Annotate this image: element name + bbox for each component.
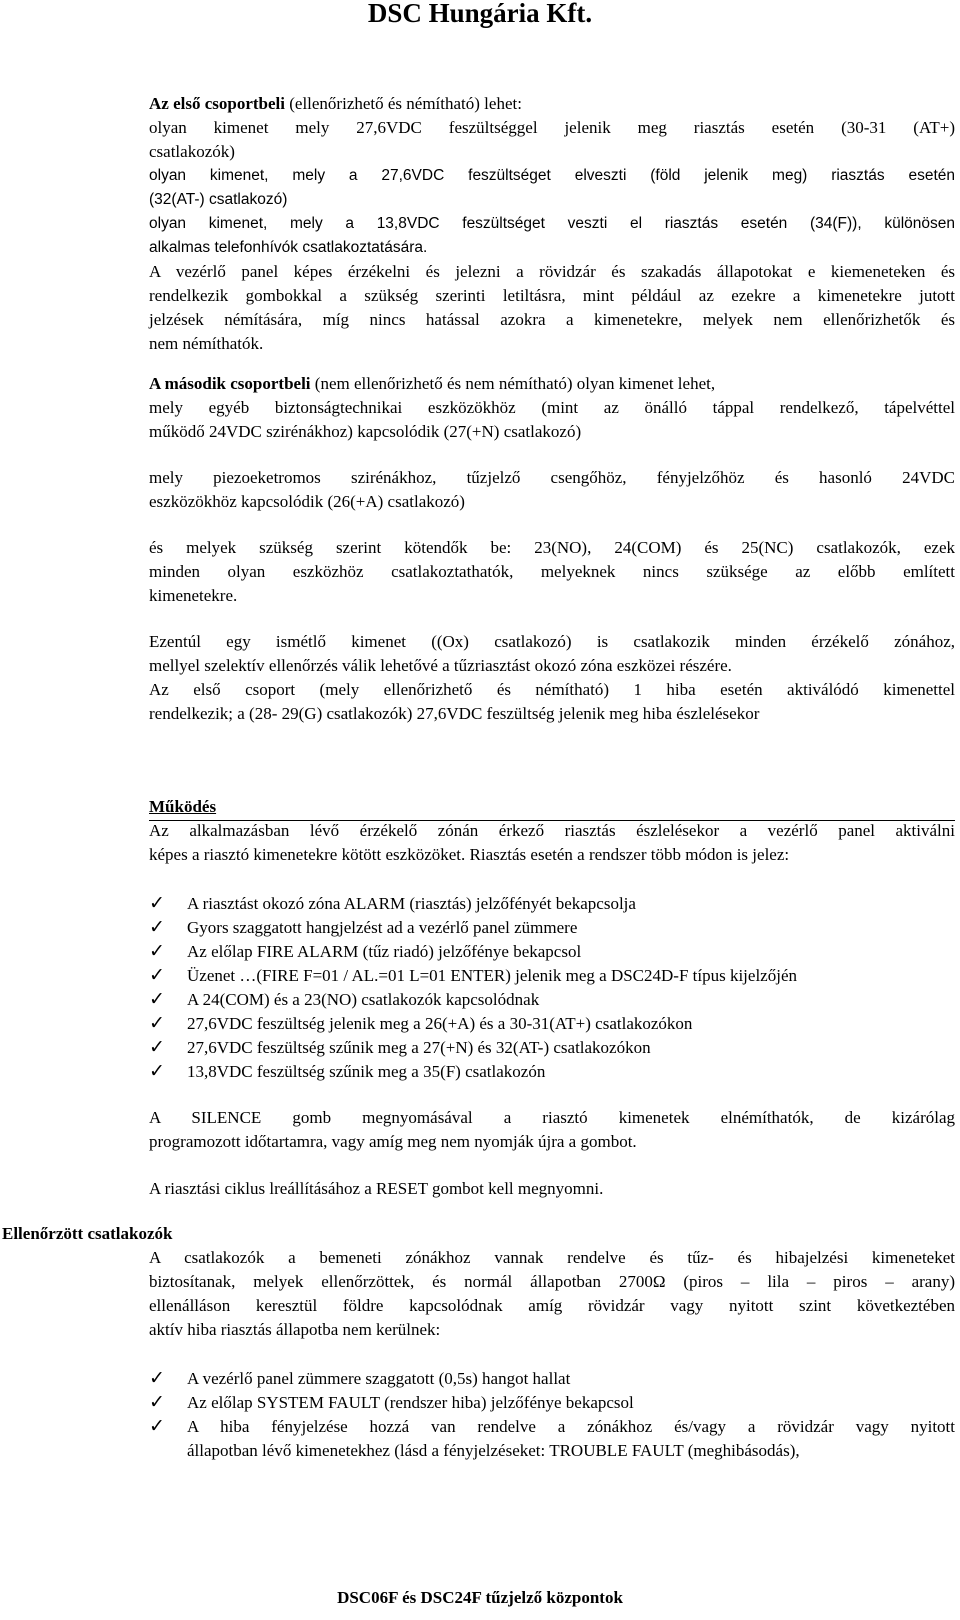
operation-section [149,795,955,867]
first-group-item3-line2: alkalmas telefonhívók csatlakoztatására. [149,239,428,256]
list-item-text: A riasztást okozó zóna ALARM (riasztás) jelzőfényét bekapcsolja [187,894,636,913]
checkmark-icon: ✓ [149,965,165,986]
silence-line: A SILENCE gomb megnyomásával a riasztó kimenetek elnémíthatók, de kizárólag [149,1108,955,1127]
list-item-text: 27,6VDC feszültség szűnik meg a 27(+N) és 32(AT-) csatlakozókon [187,1038,651,1057]
operation-heading: Működés [149,797,217,816]
checkmark-icon: ✓ [149,1368,165,1389]
operation-intro-line: képes a riasztó kimenetekre kötött eszközöket. Riasztás esetén a rendszer több módon is jelez: [149,845,790,864]
second-group-p4 [149,630,955,726]
checkmark-icon: ✓ [149,917,165,938]
list-item-text: 27,6VDC feszültség jelenik meg a 26(+A) és a 30-31(AT+) csatlakozókon [187,1014,693,1033]
list-item [149,1060,955,1084]
first-group-heading-bold: Az első csoportbeli [149,94,285,113]
checked-terminals-line: biztosítanak, melyek ellenőrzöttek, és normál állapotban 2700Ω (piros – lila – piros – arany) [149,1272,955,1291]
list-item [149,1012,955,1036]
list-item [149,988,955,1012]
operation-heading-rule [149,820,955,821]
second-group-p3-line: kimenetekre. [149,586,238,605]
checkmark-icon: ✓ [149,1061,165,1082]
list-item [149,916,955,940]
checkmark-icon: ✓ [149,1013,165,1034]
checked-terminals-line: aktív hiba riasztás állapotba nem kerülnek: [149,1320,441,1339]
list-item-text: Gyors szaggatott hangjelzést ad a vezérlő panel zümmere [187,918,578,937]
checkmark-icon: ✓ [149,941,165,962]
second-group-p1-line: mely egyéb biztonságtechnikai eszközökhöz (mint az önálló táppal rendelkező, tápelvéttel [149,398,955,417]
list-item-text: Üzenet …(FIRE F=01 / AL.=01 L=01 ENTER) jelenik meg a DSC24D-F típus kijelzőjén [187,966,797,985]
page-header: DSC Hungária Kft. [367,0,593,28]
first-group-para-line: A vezérlő panel képes érzékelni és jelezni a rövidzár és szakadás állapotokat e kiemeneteken és [149,262,955,281]
checked-terminals-line: ellenálláson keresztül földre kapcsolódnak amíg rövidzár vagy nyitott szint következtében [149,1296,955,1315]
checked-terminals-check-list [149,1367,955,1463]
checkmark-icon: ✓ [149,1392,165,1413]
list-item [149,1415,955,1463]
second-group-p2 [149,466,955,514]
second-group-heading [149,372,955,396]
second-group-heading-rest: (nem ellenőrizhető és nem némítható) olyan kimenet lehet, [310,374,716,393]
first-group-item1-line1: olyan kimenet mely 27,6VDC feszültséggel jelenik meg riasztás esetén (30-31 (AT+) [149,118,955,137]
first-group-item3-line1: olyan kimenet, mely a 13,8VDC feszültséget veszti el riasztás esetén (34(F)), különösen [149,215,955,232]
first-group-heading-rest: (ellenőrizhető és némítható) lehet: [284,94,522,113]
list-item-text: A vezérlő panel zümmere szaggatott (0,5s) hangot hallat [187,1369,571,1388]
second-group-p4-line: Ezentúl egy ismétlő kimenet ((Ox) csatlakozó) is csatlakozik minden érzékelő zónához, [149,632,955,651]
checkmark-icon: ✓ [149,989,165,1010]
second-group-p2-line: eszközökhöz kapcsolódik (26(+A) csatlakozó) [149,492,465,511]
list-item [149,1391,955,1415]
second-group-p4-line: Az első csoport (mely ellenőrizhető és némítható) 1 hiba esetén aktiválódó kimenettel [149,680,955,699]
first-group-section [149,92,955,356]
second-group-p4-line: mellyel szelektív ellenőrzés válik lehetővé a tűzriasztást okozó zóna eszközei részére. [149,656,732,675]
second-group-p3-line: minden olyan eszközhöz csatlakoztathatók, melyeknek nincs szüksége az előbb említett [149,562,955,581]
list-item [149,964,955,988]
second-group-p3-line: és melyek szükség szerint kötendők be: 23(NO), 24(COM) és 25(NC) csatlakozók, ezek [149,538,955,557]
list-item-text: 13,8VDC feszültség szűnik meg a 35(F) csatlakozón [187,1062,546,1081]
list-item-text: A hiba fényjelzése hozzá van rendelve a zónákhoz és/vagy a rövidzár vagy nyitott [187,1417,955,1436]
operation-check-list [149,892,955,1084]
checked-terminals-paragraph [149,1246,955,1342]
checkmark-icon: ✓ [149,1037,165,1058]
list-item [149,940,955,964]
silence-line: programozott időtartamra, vagy amíg meg nem nyomják újra a gombot. [149,1132,637,1151]
operation-intro-line: Az alkalmazásban lévő érzékelő zónán érkező riasztás észlelésekor a vezérlő panel aktiválni [149,821,955,840]
first-group-para-line: rendelkezik gombokkal a szükség szerinti letiltásra, mint például az ezekre a kimenetekre jutott [149,286,955,305]
checked-terminals-heading: Ellenőrzött csatlakozók [2,1224,173,1243]
second-group-section [149,372,955,444]
list-item-text: A 24(COM) és a 23(NO) csatlakozók kapcsolódnak [187,990,540,1009]
checkmark-icon: ✓ [149,1416,165,1437]
second-group-p2-line: mely piezoeketromos szirénákhoz, tűzjelző csengőhöz, fényjelzőhöz és hasonló 24VDC [149,468,955,487]
silence-paragraph [149,1106,955,1154]
list-item-text: állapotban lévő kimenetekhez (lásd a fényjelzéseket: TROUBLE FAULT (meghibásodás), [187,1441,800,1460]
list-item-text: Az előlap FIRE ALARM (tűz riadó) jelzőfénye bekapcsol [187,942,582,961]
checkmark-icon: ✓ [149,893,165,914]
list-item-text: Az előlap SYSTEM FAULT (rendszer hiba) jelzőfénye bekapcsol [187,1393,634,1412]
first-group-heading [149,92,955,116]
first-group-item2-line2: (32(AT-) csatlakozó) [149,191,288,208]
second-group-p3 [149,536,955,608]
second-group-heading-bold: A második csoportbeli [149,374,311,393]
list-item [149,1036,955,1060]
first-group-para-line: nem némíthatók. [149,334,264,353]
list-item [149,1367,955,1391]
reset-text: A riasztási ciklus lreállításához a RESET gombot kell megnyomni. [149,1179,604,1198]
checked-terminals-line: A csatlakozók a bemeneti zónákhoz vannak rendelve és tűz- és hibajelzési kimeneteket [149,1248,955,1267]
first-group-item2-line1: olyan kimenet, mely a 27,6VDC feszültséget elveszti (föld jelenik meg) riasztás esetén [149,167,955,184]
reset-paragraph [149,1177,955,1201]
second-group-p4-line: rendelkezik; a (28- 29(G) csatlakozók) 27,6VDC feszültség jelenik meg hiba észlelésekor [149,704,760,723]
first-group-item1-line2: csatlakozók) [149,142,235,161]
first-group-para-line: jelzések némítására, míg nincs hatással azokra a kimenetekre, melyek nem ellenőrizhetők és [149,310,955,329]
list-item [149,892,955,916]
page-footer: DSC06F és DSC24F tűzjelző központok [337,1588,623,1607]
second-group-p1-line: működő 24VDC szirénákhoz) kapcsolódik (27(+N) csatlakozó) [149,422,582,441]
